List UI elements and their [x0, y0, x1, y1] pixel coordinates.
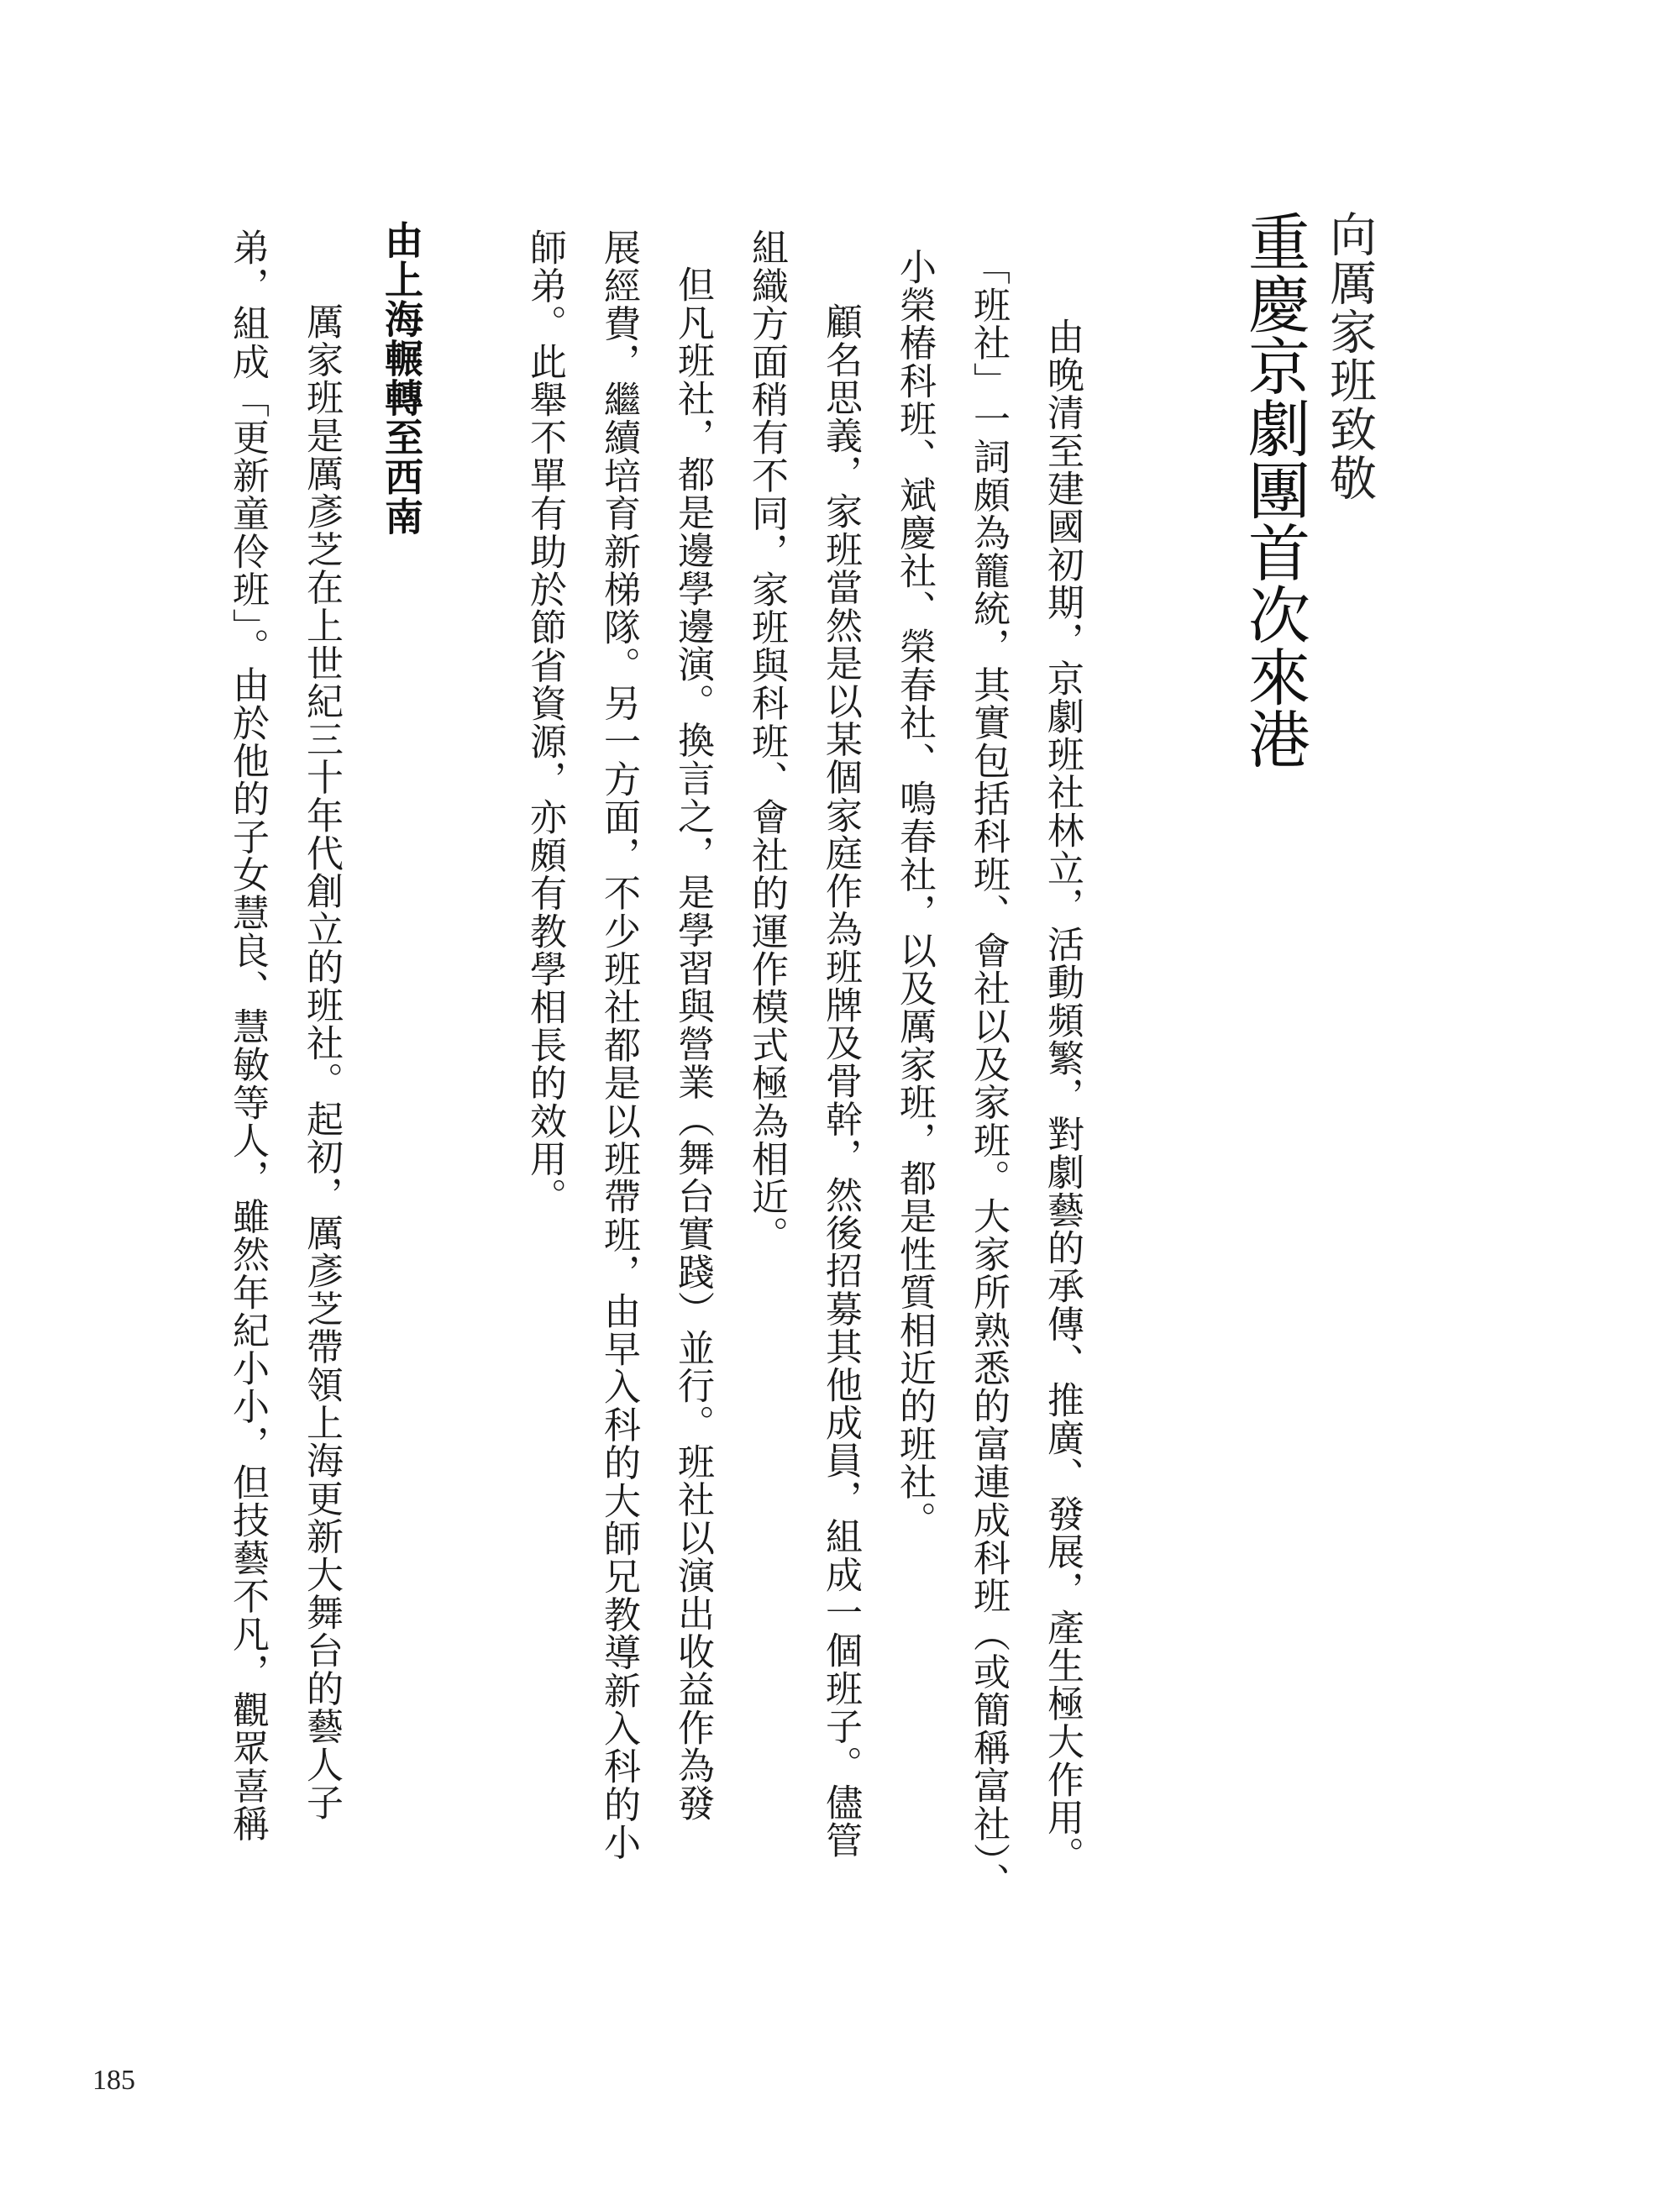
article-subtitle: 向厲家班致敬: [1322, 210, 1377, 502]
body-column-6: 但凡班社，都是邊學邊演。換言之，是學習與營業（舞台實踐）並行。班社以演出收益作為發: [671, 265, 714, 1823]
page-number: 185: [92, 2065, 135, 2096]
article-title: 重慶京劇團首次來港: [1238, 210, 1310, 769]
body-column-5: 組織方面稍有不同，家班與科班、會社的運作模式極為相近。: [745, 228, 788, 1254]
section-heading: 由上海輾轉至西南: [379, 220, 424, 536]
body-column-4: 顧名思義，家班當然是以某個家庭作為班牌及骨幹，然後招募其他成員，組成一個班子。儘管: [819, 302, 862, 1860]
body-column-3: 小榮椿科班、斌慶社、榮春社、鳴春社，以及厲家班，都是性質相近的班社。: [893, 248, 936, 1539]
body-column-1: 由晚清至建國初期，京劇班社林立，活動頻繁，對劇藝的承傳、推廣、發展，產生極大作用。: [1041, 318, 1084, 1875]
body-column-8: 師弟。此舉不單有助於節省資源，亦頗有教學相長的效用。: [523, 228, 566, 1216]
body-column-2: 「班社」一詞頗為籠統，其實包括科班、會社以及家班。大家所熟悉的富連成科班（或簡稱富社）、: [967, 248, 1010, 1900]
body-column-7: 展經費，繼續培育新梯隊。另一方面，不少班社都是以班帶班，由早入科的大師兄教導新入科的小: [597, 228, 640, 1861]
section-column-2: 弟，組成「更新童伶班」。由於他的子女慧良、慧敏等人，雖然年紀小小，但技藝不凡，觀眾喜稱: [226, 228, 269, 1843]
section-column-1: 厲家班是厲彥芝在上世紀三十年代創立的班社。起初，厲彥芝帶領上海更新大舞台的藝人子: [300, 302, 343, 1821]
